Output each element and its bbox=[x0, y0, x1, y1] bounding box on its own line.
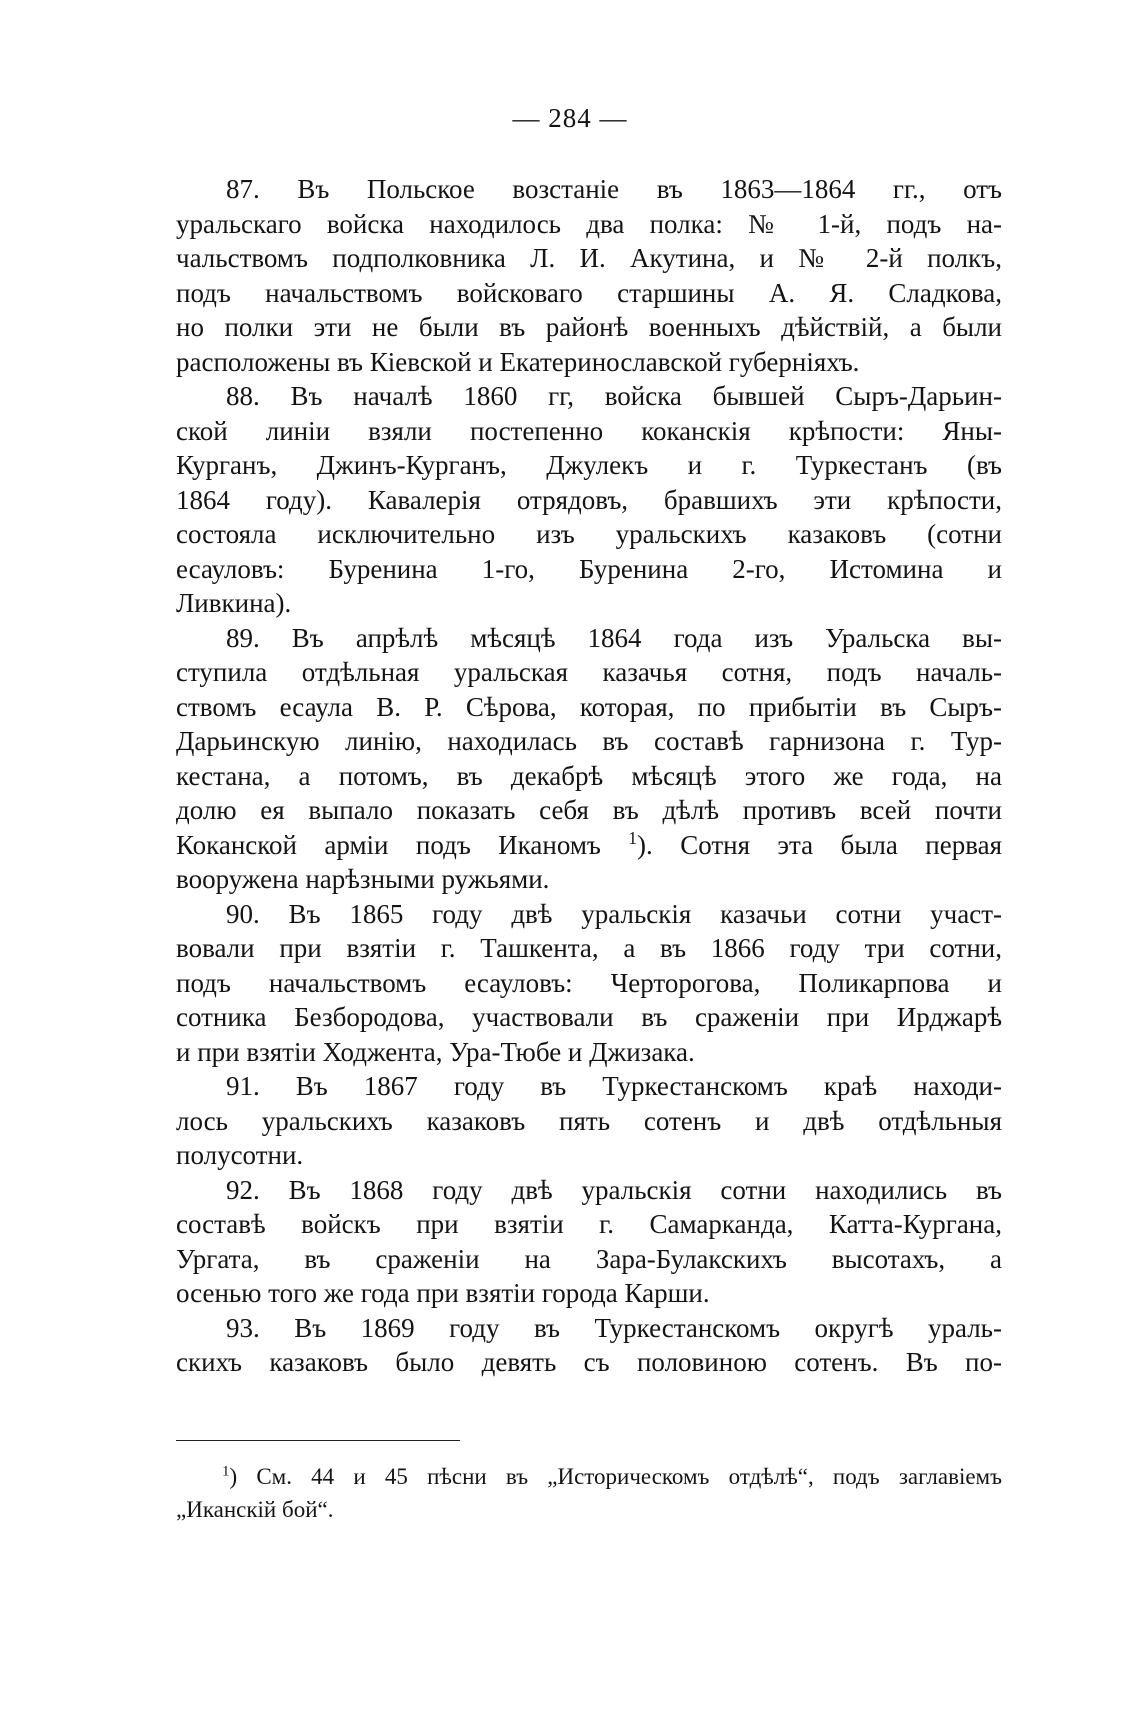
footnote-line: „Иканскій бой“. bbox=[176, 1497, 334, 1522]
page-number: — 284 — bbox=[512, 103, 628, 133]
text-line: Ургата, въ сраженіи на Зара-Булакскихъ высотахъ, а bbox=[176, 1243, 1002, 1274]
footnote-mark: 1 bbox=[222, 1463, 230, 1480]
paragraph-93 bbox=[176, 1311, 1002, 1380]
text-line: лось уральскихъ казаковъ пять сотенъ и двѣ отдѣльныя bbox=[176, 1105, 1002, 1136]
text-segment: Коканской арміи подъ Иканомъ bbox=[176, 829, 629, 860]
text-line: Ливкина). bbox=[176, 588, 292, 618]
paragraph-92 bbox=[176, 1173, 1002, 1311]
paragraph-88 bbox=[176, 379, 1002, 621]
text-line: скихъ казаковъ было девять съ половиною сотенъ. Въ по- bbox=[176, 1347, 1002, 1377]
text-segment: ). Сотня эта была первая bbox=[637, 829, 1002, 860]
text-line: 90. Въ 1865 году двѣ уральскія казачьи сотни участ- bbox=[226, 898, 1002, 929]
text-line: Дарьинскую линію, находилась въ составѣ гарнизона г. Тур- bbox=[176, 726, 1002, 756]
text-line: вовали при взятіи г. Ташкента, а въ 1866 году три сотни, bbox=[176, 933, 1002, 963]
text-line: составѣ войскъ при взятіи г. Самарканда, Катта-Кургана, bbox=[176, 1209, 1002, 1239]
text-line: есауловъ: Буренина 1-го, Буренина 2-го, Истомина и bbox=[176, 553, 1002, 584]
text-line: осенью того же года при взятіи города Карши. bbox=[176, 1278, 710, 1308]
text-line: Курганъ, Джинъ-Курганъ, Джулекъ и г. Туркестанъ (въ bbox=[176, 450, 1002, 480]
text-line: и при взятіи Ходжента, Ура-Тюбе и Джизака. bbox=[176, 1036, 695, 1067]
text-line: расположены въ Кіевской и Екатеринославской губерніяхъ. bbox=[176, 346, 860, 377]
text-line: 87. Въ Польское возстаніе въ 1863—1864 гг., отъ bbox=[226, 174, 1002, 204]
text-line: сотника Безбородова, участвовали въ сраженіи при Ирджарѣ bbox=[176, 1002, 1002, 1032]
text-line: уральскаго войска находилось два полка: № 1-й, подъ на- bbox=[176, 208, 1002, 239]
text-line: 93. Въ 1869 году въ Туркестанскомъ округѣ ураль- bbox=[226, 1312, 1002, 1343]
paragraph-90 bbox=[176, 897, 1002, 1070]
footnote-line bbox=[176, 1460, 1002, 1493]
text-line: 1864 году). Кавалерія отрядовъ, бравшихъ эти крѣпости, bbox=[176, 484, 1002, 515]
text-line: состояла исключительно изъ уральскихъ казаковъ (сотни bbox=[176, 519, 1002, 549]
body-text bbox=[176, 172, 1002, 1380]
text-line: 88. Въ началѣ 1860 гг, войска бывшей Сыръ-Дарьин- bbox=[226, 381, 1002, 411]
text-line: ступила отдѣльная уральская казачья сотня, подъ началь- bbox=[176, 657, 1002, 687]
footnote bbox=[176, 1460, 1002, 1526]
text-line: но полки эти не были въ районѣ военныхъ дѣйствій, а были bbox=[176, 312, 1002, 342]
text-line: подъ начальствомъ войсковаго старшины А. Я. Сладкова, bbox=[176, 277, 1002, 308]
footnote-divider bbox=[176, 1440, 460, 1441]
text-line: чальствомъ подполковника Л. И. Акутина, и № 2-й полкъ, bbox=[176, 243, 1002, 273]
text-line: ствомъ есаула В. Р. Сѣрова, которая, по прибытіи въ Сыръ- bbox=[176, 691, 1002, 722]
text-line: кестана, а потомъ, въ декабрѣ мѣсяцѣ этого же года, на bbox=[176, 760, 1002, 791]
footnote-text: ) См. 44 и 45 пѣсни въ „Историческомъ отдѣлѣ“, подъ заглавіемъ bbox=[229, 1464, 1002, 1489]
paragraph-91 bbox=[176, 1069, 1002, 1173]
text-line: вооружена нарѣзными ружьями. bbox=[176, 864, 550, 894]
text-line: полусотни. bbox=[176, 1140, 304, 1170]
footnote-reference[interactable]: 1 bbox=[628, 827, 638, 848]
text-line: долю ея выпало показать себя въ дѣлѣ противъ всей почти bbox=[176, 795, 1002, 825]
paragraph-89 bbox=[176, 621, 1002, 897]
text-line-with-footnote-ref bbox=[176, 828, 1002, 863]
text-line: подъ начальствомъ есауловъ: Черторогова, Поликарпова и bbox=[176, 967, 1002, 998]
text-line: 91. Въ 1867 году въ Туркестанскомъ краѣ находи- bbox=[226, 1071, 1002, 1101]
text-line: 92. Въ 1868 году двѣ уральскія сотни находились въ bbox=[226, 1174, 1002, 1205]
paragraph-87 bbox=[176, 172, 1002, 379]
text-line: 89. Въ апрѣлѣ мѣсяцѣ 1864 года изъ Уральска вы- bbox=[226, 622, 1002, 653]
text-line: ской линіи взяли постепенно коканскія крѣпости: Яны- bbox=[176, 415, 1002, 446]
